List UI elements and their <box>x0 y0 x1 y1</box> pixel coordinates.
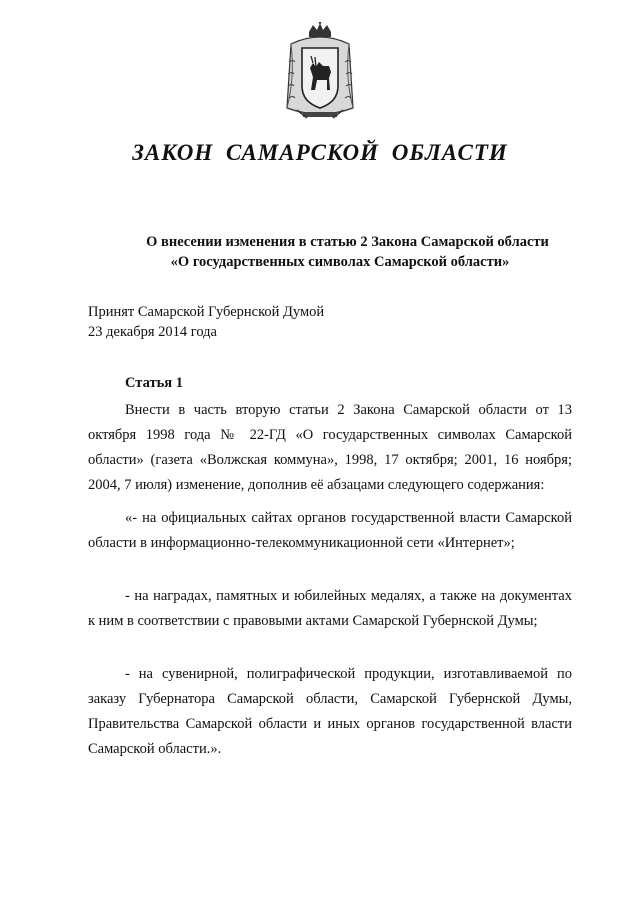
article-paragraph: - на наградах, памятных и юбилейных медалях, а также на документах к ним в соответствии с правовыми актами Самарской Губернской Думы; <box>88 588 572 629</box>
article-paragraph: «- на официальных сайтах органов государственной власти Самарской области в информационно-телекоммуникационной сети «Интернет»; <box>88 510 572 551</box>
article-paragraph: - на сувенирной, полиграфической продукции, изготавливаемой по заказу Губернатора Самарской области, Самарской Губернской Думы, Правительства Самарской области и иных органов государственной власти Самарской области.». <box>88 666 572 757</box>
article-paragraph: Внести в часть вторую статьи 2 Закона Самарской области от 13 октября 1998 года № 22-ГД «О государственных символах Самарской области» (газета «Волжская коммуна», 1998, 17 октября; 2001, 16 ноября; 2004, 7 июля) изменение, дополнив её абзацами следующего содержания: <box>88 402 572 493</box>
adoption-info <box>88 302 324 342</box>
adopted-by: Принят Самарской Губернской Думой <box>88 304 325 320</box>
law-title: ЗАКОН САМАРСКОЙ ОБЛАСТИ <box>132 140 508 165</box>
subject-line-1: О внесении изменения в статью 2 Закона Самарской области <box>146 234 549 250</box>
article-heading: Статья 1 <box>125 375 183 391</box>
subject-line-2: «О государственных символах Самарской области» <box>170 254 510 270</box>
adopted-date: 23 декабря 2014 года <box>88 324 217 340</box>
law-subject <box>0 232 640 272</box>
samara-oblast-coat-of-arms-icon <box>283 22 357 122</box>
